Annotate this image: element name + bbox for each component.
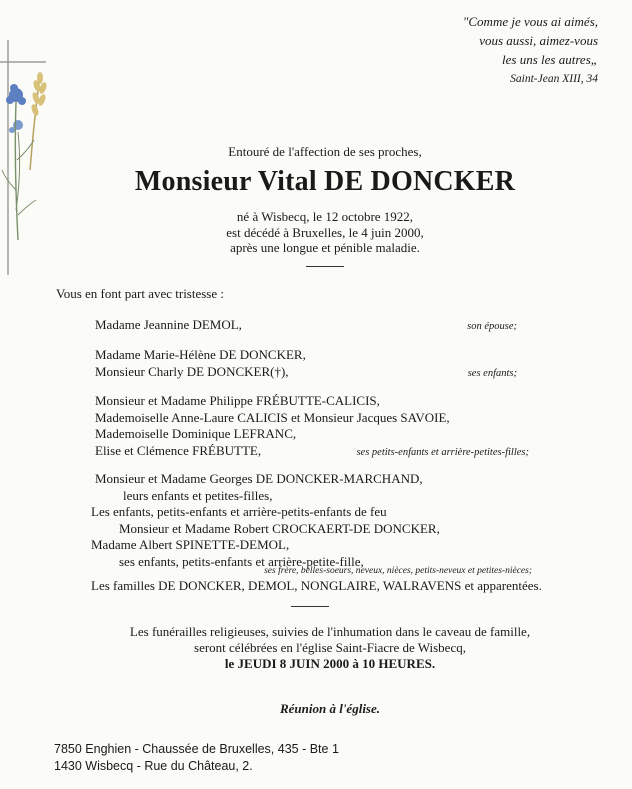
relation-label: ses enfants; bbox=[467, 368, 517, 379]
separator bbox=[306, 266, 344, 267]
relation-label: ses frère, belles-soeurs, neveux, nièces, petits-neveux et petites-nièces; bbox=[264, 566, 532, 576]
birth-line: né à Wisbecq, le 12 octobre 1922, bbox=[236, 209, 414, 224]
quote-block bbox=[408, 12, 598, 89]
family-group-grandchildren bbox=[95, 393, 575, 459]
announcement-text: Vous en font part avec tristesse : bbox=[56, 286, 224, 301]
family-line: Madame Jeannine DEMOL, bbox=[95, 317, 242, 332]
deceased-name: Monsieur Vital DE DONCKER bbox=[134, 166, 516, 197]
family-line: Monsieur et Madame Robert CROCKAERT-DE DONCKER, bbox=[119, 520, 440, 536]
reunion-text: Réunion à l'église. bbox=[279, 701, 381, 716]
birth-death-info bbox=[90, 209, 560, 256]
funeral-line: seront célébrées en l'église Saint-Fiacre de Wisbecq, bbox=[194, 640, 466, 655]
relation-label: ses petits-enfants et arrière-petites-filles; bbox=[356, 447, 529, 458]
family-group-children bbox=[95, 347, 575, 380]
intro-text: Entouré de l'affection de ses proches, bbox=[228, 144, 422, 159]
family-line: Monsieur et Madame Philippe FRÉBUTTE-CALICIS, bbox=[95, 393, 380, 408]
family-line: Elise et Clémence FRÉBUTTE, bbox=[95, 442, 262, 458]
family-line: Mademoiselle Anne-Laure CALICIS et Monsieur Jacques SAVOIE, bbox=[95, 409, 450, 425]
family-line: Monsieur Charly DE DONCKER(†), bbox=[95, 363, 289, 379]
family-line: Les familles DE DONCKER, DEMOL, NONGLAIRE, WALRAVENS et apparentées. bbox=[91, 578, 542, 593]
family-group-families bbox=[91, 578, 571, 595]
quote-line: vous aussi, aimez-vous bbox=[479, 33, 598, 48]
illness-line: après une longue et pénible maladie. bbox=[230, 240, 420, 255]
family-group-siblings bbox=[95, 471, 575, 504]
funeral-line: Les funérailles religieuses, suivies de l'inhumation dans le caveau de famille, bbox=[129, 624, 531, 639]
family-line: Mademoiselle Dominique LEFRANC, bbox=[95, 426, 297, 441]
quote-line: les uns les autres„ bbox=[502, 52, 598, 67]
relation-label: son épouse; bbox=[467, 321, 517, 332]
family-line: Monsieur et Madame Georges DE DONCKER-MARCHAND, bbox=[95, 471, 423, 486]
family-group-crockaert bbox=[91, 504, 571, 570]
family-line: Madame Marie-Hélène DE DONCKER, bbox=[95, 347, 306, 362]
family-line: ses enfants, petits-enfants et arrière-petite-fille, bbox=[119, 553, 364, 569]
funeral-info bbox=[60, 624, 600, 672]
quote-source: Saint-Jean XIII, 34 bbox=[510, 73, 598, 85]
flower-illustration bbox=[0, 40, 60, 275]
address-block bbox=[54, 741, 339, 775]
address-line: 7850 Enghien - Chaussée de Bruxelles, 435 - Bte 1 bbox=[54, 742, 339, 756]
address-line: 1430 Wisbecq - Rue du Château, 2. bbox=[54, 759, 253, 773]
death-line: est décédé à Bruxelles, le 4 juin 2000, bbox=[226, 224, 424, 240]
separator bbox=[291, 606, 329, 607]
family-line: Madame Albert SPINETTE-DEMOL, bbox=[91, 537, 290, 552]
family-group-spouse bbox=[95, 317, 575, 334]
family-line: leurs enfants et petites-filles, bbox=[123, 487, 273, 503]
family-line: Les enfants, petits-enfants et arrière-petits-enfants de feu bbox=[91, 504, 387, 519]
quote-line: "Comme je vous ai aimés, bbox=[462, 14, 598, 29]
funeral-date: le JEUDI 8 JUIN 2000 à 10 HEURES. bbox=[224, 656, 436, 671]
